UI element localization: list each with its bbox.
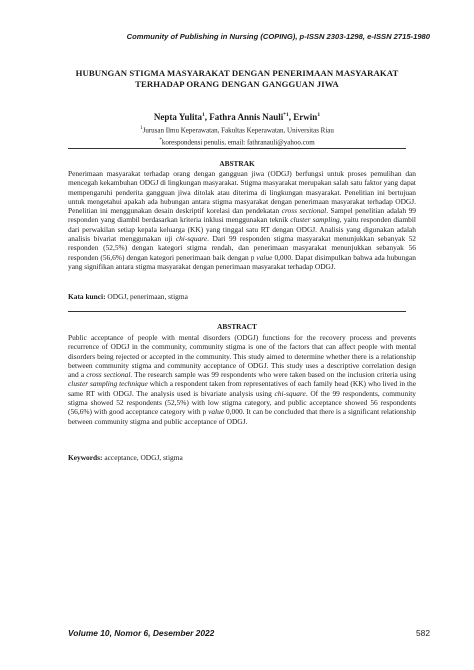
paper-title [40, 68, 434, 90]
abstrak-text-part: 0,000. Dapat disimpulkan bahwa ada hubungan yang signifikan antara stigma masyarakat dengan penerimaan masyarakat terhadap ODGJ. [68, 252, 416, 271]
abstrak-text-part: yaitu responden diambil dari perwakilan setiap kepala keluarga (KK) yang tinggal satu RT dengan ODGJ. Analisis yang digunakan adalah analisis bivariat menggunakan uji [68, 215, 416, 244]
keywords-value: acceptance, ODGJ, stigma [102, 453, 183, 462]
volume-info: Volume 10, Nomor 6, Desember 2022 [68, 628, 215, 638]
affiliation-text: Jurusan Ilmu Keperawatan, Fakultas Keperawatan, Universitas Riau [142, 126, 334, 135]
author-list [40, 112, 434, 122]
abstract-italic: cross sectional [86, 370, 131, 380]
affiliation-line [40, 124, 434, 136]
abstract-text [68, 333, 416, 426]
author-1: Nepta Yulita [153, 112, 203, 122]
abstrak-text [68, 169, 416, 271]
correspondence-mark: * [159, 137, 162, 143]
abstrak-text-part: . Sampel penelitian adalah 99 responden yang diambil berdasarkan kriteria inklusi menggunakan teknik [68, 206, 416, 225]
author-1-mark: 1 [202, 112, 205, 118]
abstract-text-part: which a respondent taken from representatives of each family head (KK) who lived in the same RT with ODGJ. The analysis used is bivariate analysis using [68, 379, 417, 398]
author-separator: , [204, 112, 210, 122]
abstract-text-part: . Of the 99 respondents, community stigma showed 52 respondents (52,5%) with low stigma category, and public acceptance showed 56 respondents (56,6%) with good acceptance category with p [68, 388, 416, 417]
page-footer [68, 628, 430, 638]
kata-kunci [68, 292, 416, 301]
title-line-2: TERHADAP ORANG DENGAN GANGGUAN JIWA [135, 79, 339, 89]
abstrak-text-part: Penerimaan masyarakat terhadap orang dengan gangguan jiwa (ODGJ) berfungsi untuk proses pemulihan dan mencegah kekambuhan ODGJ di lingkungan masyarakat. Stigma masyarakat merupakan salah satu faktor yang dapat mempengaruhi penderita gangguan jiwa ditolak atau diterima di lingkungan masyarakat. Penelitian ini bertujuan untuk mengetahui apakah ada hubungan antara stigma masyarakat dengan penerimaan masyarakat terhadap ODGJ. Penelitian ini menggunakan desain deskriptif korelasi dan pendekatan [68, 169, 416, 216]
abstract-text-part: 0,000. It can be concluded that there is a significant relationship between community stigma and public acceptance of ODGJ. [68, 407, 416, 426]
abstrak-italic: chi-square [175, 234, 208, 244]
abstract-heading: ABSTRACT [217, 322, 257, 331]
abstrak-italic: cross sectional [281, 206, 327, 216]
abstract-italic: value [208, 407, 225, 417]
kata-kunci-label: Kata kunci: [68, 292, 106, 301]
title-line-1: HUBUNGAN STIGMA MASYARAKAT DENGAN PENERIMAAN MASYARAKAT [75, 68, 399, 78]
abstrak-text-part: . Dari 99 responden stigma masyarakat menunjukkan sebanyak 52 responden (52,5%) dengan kategori stigma rendah, dan penerimaan masyarakat menunjukkan sebanyak 56 responden (56,6%) dengan kategori penerimaan baik dengan p [68, 234, 416, 262]
page-number: 582 [416, 628, 430, 638]
abstract-italic: cluster sampling technique [68, 379, 148, 389]
divider [68, 311, 406, 312]
author-2-mark: *1 [283, 112, 289, 118]
abstract-text-part: Public acceptance of people with mental disorders (ODGJ) functions for the recovery process and prevents recurrence of ODGJ in the community, community stigma is one of the factors that can affect people with mental disorders being rejected or accepted in the community. This study aimed to determine whether there is a relationship between community stigma and community acceptance of ODGJ. This study uses a descriptive correlation design and a [68, 333, 416, 380]
abstrak-heading: ABSTRAK [219, 159, 255, 168]
abstract-italic: chi-square [274, 388, 306, 398]
correspondence-line [40, 136, 434, 148]
abstract-text-part: . The research sample was 99 respondents who were taken based on the inclusion criteria using [130, 370, 416, 380]
abstrak-italic: value [256, 252, 273, 262]
divider [68, 148, 406, 149]
kata-kunci-value: ODGJ, penerimaan, stigma [105, 292, 188, 301]
journal-header: Community of Publishing in Nursing (COPING), p-ISSN 2303-1298, e-ISSN 2715-1980 [126, 32, 430, 41]
author-separator: , [288, 112, 294, 122]
affiliation-mark: 1 [140, 126, 143, 131]
author-2: Fathra Annis Nauli [209, 112, 284, 122]
affiliation [40, 124, 434, 148]
correspondence-text: korespondensi penulis, email: fathranauli@yahoo.com [161, 138, 315, 147]
abstrak-italic: cluster sampling, [290, 215, 342, 225]
author-3-mark: 1 [317, 112, 321, 118]
author-3: Erwin [293, 112, 318, 122]
keywords-label: Keywords: [68, 453, 103, 462]
keywords [68, 453, 416, 462]
